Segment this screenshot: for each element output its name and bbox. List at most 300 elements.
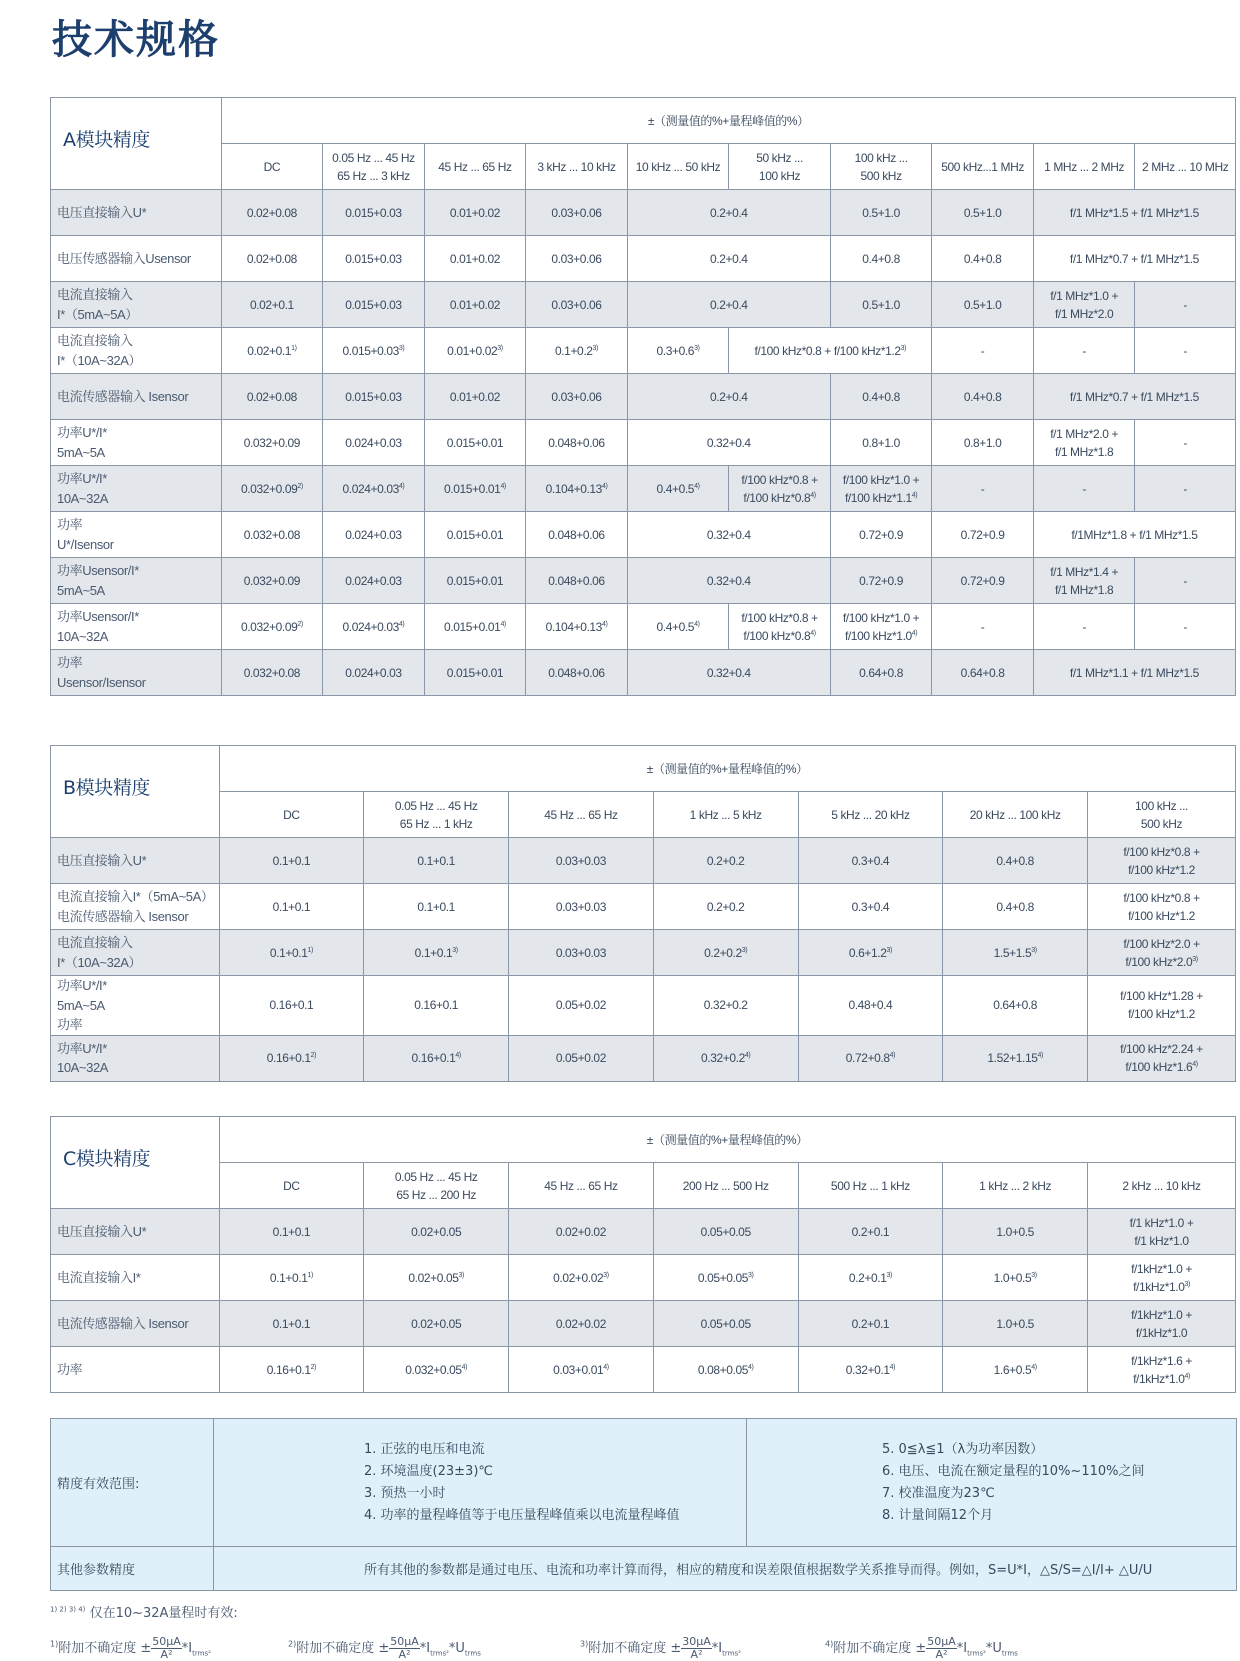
accuracy-cell: 1.0+0.5: [943, 1209, 1088, 1255]
accuracy-cell: 0.72+0.9: [932, 512, 1034, 558]
freq-column-header: 45 Hz ... 65 Hz: [509, 1163, 654, 1209]
accuracy-cell: 0.1+0.1: [219, 838, 364, 884]
row-label: 功率: [51, 1347, 220, 1393]
accuracy-cell: $0.032+0.05^{4)}$: [364, 1347, 509, 1393]
table-row: [51, 930, 1236, 976]
module-a-accuracy-table: [50, 97, 1236, 696]
accuracy-cell: 0.4+0.8: [932, 236, 1034, 282]
accuracy-cell: $0.02+0.02^{3)}$: [509, 1255, 654, 1301]
notes-table: [50, 1418, 1237, 1591]
accuracy-cell: 0.03+0.06: [526, 282, 628, 328]
footnote-ref: 2): [310, 1052, 317, 1059]
freq-column-header: 100 kHz ... 500 kHz: [1088, 792, 1236, 838]
note-item: 6. 电压、电流在额定量程的10%~110%之间: [882, 1463, 1145, 1479]
footnote-ref: 3): [1192, 955, 1198, 963]
accuracy-cell: 0.2+0.2: [653, 884, 798, 930]
accuracy-cell: 0.4+0.8: [830, 374, 932, 420]
accuracy-cell: $0.032+0.09^{2)}$: [221, 604, 323, 650]
accuracy-cell: 0.72+0.9: [830, 558, 932, 604]
table-row: [51, 1255, 1236, 1301]
accuracy-cell: f/100 kHz*1.0 + f/100 kHz*1.0$^{4)}$: [830, 604, 932, 650]
freq-column-header: 2 kHz ... 10 kHz: [1088, 1163, 1236, 1209]
accuracy-cell: 0.015+0.03: [323, 236, 425, 282]
accuracy-cell: 0.32+0.2: [653, 976, 798, 1036]
accuracy-cell: 0.02+0.08: [221, 374, 323, 420]
range-header: ±（测量值的%+量程峰值的%）: [219, 746, 1235, 792]
footnote-ref: 4): [601, 620, 608, 628]
accuracy-cell: $0.015+0.01^{4)}$: [424, 466, 526, 512]
footnote-ref: 4): [889, 1363, 896, 1371]
table-row: [51, 512, 1236, 558]
accuracy-cell: -: [1135, 558, 1236, 604]
footnote-ref: 4): [398, 620, 405, 628]
accuracy-cell: 0.048+0.06: [526, 512, 628, 558]
footnote-ref: 3): [1031, 1271, 1037, 1279]
note-item: 1. 正弦的电压和电流: [364, 1441, 485, 1457]
accuracy-cell: 0.015+0.01: [424, 512, 526, 558]
footnote-ref: 4): [694, 482, 700, 490]
table-row: [51, 282, 1236, 328]
footnote-item: $^{1)}$附加不确定度 ± $\frac{50\mu A}{\text{A²}}$ $*I_{trms^2}$: [50, 1635, 211, 1661]
module-a-title: A模块精度: [51, 98, 222, 190]
accuracy-cell: 0.48+0.4: [798, 976, 943, 1036]
row-label: 功率 U*/Isensor: [51, 512, 222, 558]
accuracy-cell: 0.032+0.08: [221, 512, 323, 558]
accuracy-cell: $0.72+0.8^{4)}$: [798, 1035, 943, 1081]
footnote-ref: 3): [900, 344, 907, 352]
footnote-ref: 2): [297, 620, 303, 628]
accuracy-cell: 0.05+0.02: [509, 1035, 654, 1081]
accuracy-cell: $0.2+0.2^{3)}$: [653, 930, 798, 976]
accuracy-cell: 0.01+0.02: [424, 282, 526, 328]
footnote-ref: 4): [1184, 1372, 1190, 1380]
footnote-ref: 4): [911, 491, 918, 499]
accuracy-cell: 0.03+0.03: [509, 930, 654, 976]
accuracy-cell: 0.1+0.1: [364, 838, 509, 884]
accuracy-cell: 0.72+0.9: [932, 558, 1034, 604]
accuracy-cell: -: [1135, 604, 1236, 650]
note-item: 5. 0≦λ≦1（λ为功率因数）: [882, 1441, 1044, 1457]
freq-column-header: 3 kHz ... 10 kHz: [526, 144, 628, 190]
freq-column-header: 1 kHz ... 5 kHz: [653, 792, 798, 838]
accuracy-cell: 0.024+0.03: [323, 650, 425, 696]
accuracy-cell: 0.032+0.09: [221, 420, 323, 466]
row-label: 功率 Usensor/Isensor: [51, 650, 222, 696]
footnote-item: $^{4)}$附加不确定度 ± $\frac{50\mu A}{\text{A²}}$ $*I_{trms^2}*U_{trms}$: [825, 1635, 1018, 1661]
valid-range-list-left: [364, 1439, 745, 1527]
accuracy-cell: 0.032+0.09: [221, 558, 323, 604]
accuracy-cell: 0.3+0.4: [798, 884, 943, 930]
footnote-ref: 3): [741, 946, 748, 954]
row-label: 电压直接输入U*: [51, 838, 220, 884]
accuracy-cell: -: [1033, 466, 1135, 512]
accuracy-cell: $0.4+0.5^{4)}$: [627, 466, 729, 512]
accuracy-cell: 0.032+0.08: [221, 650, 323, 696]
freq-column-header: 100 kHz ... 500 kHz: [830, 144, 932, 190]
module-b-body: [51, 746, 1236, 1082]
footnote-ref: 4): [455, 1052, 461, 1059]
note-item: 3. 预热一小时: [364, 1485, 446, 1501]
footnote-ref: 4): [889, 1052, 896, 1059]
accuracy-cell: 0.015+0.01: [424, 420, 526, 466]
accuracy-cell: $0.015+0.03^{3)}$: [323, 328, 425, 374]
footnote-ref: 4): [911, 629, 918, 637]
row-label: 电流直接输入 I*（10A~32A）: [51, 328, 222, 374]
accuracy-cell: f/1 MHz*1.0 + f/1 MHz*2.0: [1033, 282, 1135, 328]
accuracy-cell: 0.2+0.1: [798, 1209, 943, 1255]
row-label: 功率Usensor/I* 5mA~5A: [51, 558, 222, 604]
footnote-ref: 3): [603, 1271, 609, 1279]
accuracy-cell: $0.02+0.1^{1)}$: [221, 328, 323, 374]
footnote-ref: 4): [748, 1363, 754, 1371]
footnote-ref: 4): [1037, 1052, 1043, 1059]
accuracy-cell: 0.048+0.06: [526, 420, 628, 466]
accuracy-cell: f/1 MHz*0.7 + f/1 MHz*1.5: [1033, 236, 1235, 282]
accuracy-cell: 0.02+0.08: [221, 190, 323, 236]
footnote-ref: 4): [398, 482, 405, 490]
accuracy-cell: $0.032+0.09^{2)}$: [221, 466, 323, 512]
table-row: [51, 466, 1236, 512]
note-item: 2. 环境温度(23±3)℃: [364, 1463, 493, 1479]
accuracy-cell: $0.104+0.13^{4)}$: [526, 604, 628, 650]
accuracy-cell: 0.03+0.06: [526, 374, 628, 420]
freq-column-header: 2 MHz ... 10 MHz: [1135, 144, 1236, 190]
accuracy-cell: 0.5+1.0: [932, 282, 1034, 328]
accuracy-cell: $0.1+0.1^{3)}$: [364, 930, 509, 976]
freq-column-header: 0.05 Hz ... 45 Hz 65 Hz ... 1 kHz: [364, 792, 509, 838]
module-c-accuracy-table: [50, 1116, 1236, 1393]
page-title: 技术规格: [52, 17, 220, 63]
accuracy-cell: 0.03+0.06: [526, 190, 628, 236]
accuracy-cell: 0.1+0.1: [364, 884, 509, 930]
row-label: 电压直接输入U*: [51, 1209, 220, 1255]
footnote-ref: 2): [310, 1363, 317, 1371]
accuracy-cell: -: [932, 604, 1034, 650]
accuracy-cell: 0.02+0.05: [364, 1209, 509, 1255]
table-row: [51, 236, 1236, 282]
range-header: ±（测量值的%+量程峰值的%）: [221, 98, 1235, 144]
accuracy-cell: $0.08+0.05^{4)}$: [653, 1347, 798, 1393]
row-label: 电流直接输入 I*（5mA~5A）: [51, 282, 222, 328]
note-item: 8. 计量间隔12个月: [882, 1507, 994, 1523]
note-item: 7. 校准温度为23℃: [882, 1485, 995, 1501]
accuracy-cell: f/100 kHz*1.28 + f/100 kHz*1.2: [1088, 976, 1236, 1036]
accuracy-cell: 0.5+1.0: [932, 190, 1034, 236]
accuracy-cell: 0.03+0.06: [526, 236, 628, 282]
row-label: 功率U*/I* 5mA~5A: [51, 420, 222, 466]
accuracy-cell: f/1kHz*1.6 + $f/1kHz*1.0^{4)}$: [1088, 1347, 1236, 1393]
footnote-ref: 3): [748, 1271, 754, 1279]
row-label: 电压传感器输入Usensor: [51, 236, 222, 282]
other-params-label: 其他参数精度: [51, 1547, 214, 1591]
accuracy-cell: f/1 MHz*1.1 + f/1 MHz*1.5: [1033, 650, 1235, 696]
table-row: [51, 420, 1236, 466]
range-header: ±（测量值的%+量程峰值的%）: [219, 1117, 1235, 1163]
accuracy-cell: 0.16+0.1: [364, 976, 509, 1036]
accuracy-cell: f/1kHz*1.0 + f/1kHz*1.0: [1088, 1301, 1236, 1347]
table-row: [51, 604, 1236, 650]
module-c-body: [51, 1117, 1236, 1393]
accuracy-cell: 0.02+0.02: [509, 1209, 654, 1255]
row-label: 电流直接输入I*: [51, 1255, 220, 1301]
accuracy-cell: 0.1+0.1: [219, 1209, 364, 1255]
accuracy-cell: f/100 kHz*0.8 + f/100 kHz*0.8$^{4)}$: [729, 466, 831, 512]
accuracy-cell: $0.16+0.1^{2)}$: [219, 1035, 364, 1081]
accuracy-cell: $0.01+0.02^{3)}$: [424, 328, 526, 374]
footnote-ref: 2): [297, 482, 303, 490]
accuracy-cell: $1.0+0.5^{3)}$: [943, 1255, 1088, 1301]
freq-column-header: DC: [219, 792, 364, 838]
table-row: [51, 976, 1236, 1036]
accuracy-cell: $0.32+0.1^{4)}$: [798, 1347, 943, 1393]
accuracy-cell: 0.015+0.03: [323, 190, 425, 236]
freq-column-header: DC: [221, 144, 323, 190]
accuracy-cell: $0.4+0.5^{4)}$: [627, 604, 729, 650]
accuracy-cell: $1.52+1.15^{4)}$: [943, 1035, 1088, 1081]
row-label: 功率U*/I* 10A~32A: [51, 466, 222, 512]
module-b-accuracy-table: [50, 745, 1236, 1082]
accuracy-cell: 0.2+0.4: [627, 190, 830, 236]
footnote-ref: 4): [1031, 1363, 1037, 1371]
accuracy-cell: $0.1+0.1^{1)}$: [219, 1255, 364, 1301]
accuracy-cell: -: [1135, 282, 1236, 328]
accuracy-cell: 0.8+1.0: [932, 420, 1034, 466]
accuracy-cell: $0.03+0.01^{4)}$: [509, 1347, 654, 1393]
accuracy-cell: 0.3+0.4: [798, 838, 943, 884]
accuracy-cell: -: [1135, 328, 1236, 374]
accuracy-cell: -: [1135, 466, 1236, 512]
module-a-body: [51, 98, 1236, 696]
freq-column-header: 10 kHz ... 50 kHz: [627, 144, 729, 190]
footnote-ref: 1): [307, 946, 313, 954]
accuracy-cell: -: [932, 328, 1034, 374]
accuracy-cell: 0.03+0.03: [509, 884, 654, 930]
accuracy-cell: 0.01+0.02: [424, 374, 526, 420]
accuracy-cell: 0.32+0.4: [627, 650, 830, 696]
accuracy-cell: 0.048+0.06: [526, 558, 628, 604]
accuracy-cell: 0.64+0.8: [943, 976, 1088, 1036]
accuracy-cell: $0.104+0.13^{4)}$: [526, 466, 628, 512]
module-b-title: B模块精度: [51, 746, 220, 838]
accuracy-cell: $1.6+0.5^{4)}$: [943, 1347, 1088, 1393]
accuracy-cell: $0.1+0.2^{3)}$: [526, 328, 628, 374]
accuracy-cell: -: [1033, 604, 1135, 650]
accuracy-cell: 0.4+0.8: [830, 236, 932, 282]
footnote-ref: 4): [1192, 1061, 1198, 1068]
accuracy-cell: $0.2+0.1^{3)}$: [798, 1255, 943, 1301]
accuracy-cell: 0.72+0.9: [830, 512, 932, 558]
accuracy-cell: f/1 MHz*1.4 + f/1 MHz*1.8: [1033, 558, 1135, 604]
row-label: 功率U*/I* 5mA~5A 功率: [51, 976, 220, 1036]
accuracy-cell: -: [1135, 420, 1236, 466]
accuracy-cell: 0.015+0.03: [323, 374, 425, 420]
accuracy-cell: 0.024+0.03: [323, 420, 425, 466]
accuracy-cell: 0.16+0.1: [219, 976, 364, 1036]
freq-column-header: 500 kHz...1 MHz: [932, 144, 1034, 190]
accuracy-cell: f/100 kHz*2.0 + f/100 kHz*2.0$^{3)}$: [1088, 930, 1236, 976]
footnote-condition-text: 仅在10~32A量程时有效:: [89, 1606, 238, 1621]
row-label: 电流直接输入 I*（10A~32A）: [51, 930, 220, 976]
footnote-ref: 1): [291, 344, 297, 352]
accuracy-cell: f/1MHz*1.8 + f/1 MHz*1.5: [1033, 512, 1235, 558]
table-row: [51, 1347, 1236, 1393]
accuracy-cell: f/100 kHz*1.0 + f/100 kHz*1.1$^{4)}$: [830, 466, 932, 512]
accuracy-cell: 0.2+0.2: [653, 838, 798, 884]
freq-column-header: 0.05 Hz ... 45 Hz 65 Hz ... 3 kHz: [323, 144, 425, 190]
footnote-ref: 3): [886, 946, 892, 954]
accuracy-cell: 0.03+0.03: [509, 838, 654, 884]
accuracy-cell: f/1 kHz*1.0 + f/1 kHz*1.0: [1088, 1209, 1236, 1255]
accuracy-cell: 0.2+0.1: [798, 1301, 943, 1347]
freq-column-header: 20 kHz ... 100 kHz: [943, 792, 1088, 838]
accuracy-cell: 0.015+0.01: [424, 558, 526, 604]
accuracy-cell: f/100 kHz*0.8 + f/100 kHz*1.2: [1088, 838, 1236, 884]
valid-range-list-right: [882, 1439, 1235, 1527]
footnote-ref: 3): [694, 344, 700, 352]
accuracy-cell: 0.5+1.0: [830, 190, 932, 236]
footnote-ref: 4): [744, 1052, 751, 1059]
accuracy-cell: 0.4+0.8: [943, 884, 1088, 930]
footnote-ref: 4): [500, 620, 506, 628]
accuracy-cell: $0.02+0.05^{3)}$: [364, 1255, 509, 1301]
accuracy-cell: f/1kHz*1.0 + $f/1kHz*1.0^{3)}$: [1088, 1255, 1236, 1301]
accuracy-cell: $0.16+0.1^{2)}$: [219, 1347, 364, 1393]
footnote-ref: 1): [307, 1271, 313, 1279]
table-row: [51, 1035, 1236, 1081]
valid-range-label: 精度有效范围:: [51, 1419, 214, 1547]
accuracy-cell: f/1 MHz*1.5 + f/1 MHz*1.5: [1033, 190, 1235, 236]
accuracy-cell: $0.015+0.01^{4)}$: [424, 604, 526, 650]
footnote-marks: 1) 2) 3) 4): [50, 1605, 86, 1614]
accuracy-cell: $1.5+1.5^{3)}$: [943, 930, 1088, 976]
freq-column-header: 500 Hz ... 1 kHz: [798, 1163, 943, 1209]
row-label: 功率Usensor/I* 10A~32A: [51, 604, 222, 650]
accuracy-cell: -: [1033, 328, 1135, 374]
footnote-ref: 3): [886, 1271, 892, 1279]
accuracy-cell: 0.2+0.4: [627, 374, 830, 420]
footnote-ref: 3): [452, 946, 458, 954]
table-row: [51, 884, 1236, 930]
footnote-ref: 3): [1184, 1280, 1190, 1288]
accuracy-cell: 0.02+0.1: [221, 282, 323, 328]
accuracy-cell: f/100 kHz*0.8 + f/100 kHz*1.2: [1088, 884, 1236, 930]
table-row: [51, 558, 1236, 604]
accuracy-cell: 0.01+0.02: [424, 236, 526, 282]
table-row: [51, 1209, 1236, 1255]
accuracy-cell: 0.1+0.1: [219, 884, 364, 930]
accuracy-cell: $0.3+0.6^{3)}$: [627, 328, 729, 374]
footnote-ref: 4): [461, 1363, 468, 1371]
accuracy-cell: 0.02+0.08: [221, 236, 323, 282]
accuracy-cell: 1.0+0.5: [943, 1301, 1088, 1347]
note-item: 4. 功率的量程峰值等于电压量程峰值乘以电流量程峰值: [364, 1507, 680, 1523]
accuracy-cell: 0.2+0.4: [627, 236, 830, 282]
module-c-title: C模块精度: [51, 1117, 220, 1209]
table-row: [51, 838, 1236, 884]
other-params-text: 所有其他的参数都是通过电压、电流和功率计算而得，相应的精度和误差限值根据数学关系推导而得。例如，S=U*I，△S/S=△I/I+ △U/U: [214, 1547, 1237, 1591]
accuracy-cell: f/100 kHz*0.8 + f/100 kHz*0.8$^{4)}$: [729, 604, 831, 650]
row-label: 功率U*/I* 10A~32A: [51, 1035, 220, 1081]
accuracy-cell: 0.05+0.05: [653, 1301, 798, 1347]
freq-column-header: 5 kHz ... 20 kHz: [798, 792, 943, 838]
table-row: [51, 650, 1236, 696]
row-label: 电流传感器输入 Isensor: [51, 374, 222, 420]
footnote-ref: 3): [1031, 946, 1037, 954]
footnote-ref: 4): [603, 1363, 609, 1371]
accuracy-cell: f/100 kHz*2.24 + f/100 kHz*1.6$^{4)}$: [1088, 1035, 1236, 1081]
accuracy-cell: 0.05+0.05: [653, 1209, 798, 1255]
accuracy-cell: 0.32+0.4: [627, 512, 830, 558]
accuracy-cell: 0.8+1.0: [830, 420, 932, 466]
row-label: 电压直接输入U*: [51, 190, 222, 236]
accuracy-cell: 0.32+0.4: [627, 558, 830, 604]
accuracy-cell: $0.05+0.05^{3)}$: [653, 1255, 798, 1301]
accuracy-cell: f/1 MHz*0.7 + f/1 MHz*1.5: [1033, 374, 1235, 420]
accuracy-cell: $0.32+0.2^{4)}$: [653, 1035, 798, 1081]
accuracy-cell: 0.4+0.8: [932, 374, 1034, 420]
freq-column-header: 45 Hz ... 65 Hz: [509, 792, 654, 838]
table-row: [51, 1301, 1236, 1347]
footnote-ref: 3): [458, 1271, 464, 1279]
footnote-item: $^{3)}$附加不确定度 ± $\frac{30\mu A}{\text{A²}}$ $*I_{trms^2}$: [580, 1635, 741, 1661]
accuracy-cell: 0.015+0.01: [424, 650, 526, 696]
accuracy-cell: 0.02+0.02: [509, 1301, 654, 1347]
accuracy-cell: 0.024+0.03: [323, 558, 425, 604]
footnote-ref: 4): [810, 491, 816, 499]
footnote-condition: [50, 1602, 238, 1621]
footnote-ref: 3): [398, 344, 405, 352]
accuracy-cell: $0.024+0.03^{4)}$: [323, 466, 425, 512]
footnote-ref: 3): [592, 344, 598, 352]
freq-column-header: 1 kHz ... 2 kHz: [943, 1163, 1088, 1209]
accuracy-cell: 0.048+0.06: [526, 650, 628, 696]
accuracy-cell: $0.16+0.1^{4)}$: [364, 1035, 509, 1081]
accuracy-cell: $0.024+0.03^{4)}$: [323, 604, 425, 650]
accuracy-cell: 0.1+0.1: [219, 1301, 364, 1347]
footnote-ref: 4): [694, 620, 700, 628]
freq-column-header: 45 Hz ... 65 Hz: [424, 144, 526, 190]
footnote-ref: 4): [601, 482, 608, 490]
freq-column-header: 50 kHz ... 100 kHz: [729, 144, 831, 190]
accuracy-cell: 0.02+0.05: [364, 1301, 509, 1347]
row-label: 电流直接输入I*（5mA~5A） 电流传感器输入 Isensor: [51, 884, 220, 930]
accuracy-cell: f/100 kHz*0.8 + f/100 kHz*1.2$^{3)}$: [729, 328, 932, 374]
accuracy-cell: $0.6+1.2^{3)}$: [798, 930, 943, 976]
footnote-ref: 4): [810, 629, 816, 637]
freq-column-header: 200 Hz ... 500 Hz: [653, 1163, 798, 1209]
footnote-item: $^{2)}$附加不确定度 ± $\frac{50\mu A}{\text{A²}}$ $*I_{trms^2}*U_{trms}$: [288, 1635, 481, 1661]
accuracy-cell: -: [932, 466, 1034, 512]
accuracy-cell: 0.2+0.4: [627, 282, 830, 328]
table-row: [51, 190, 1236, 236]
accuracy-cell: 0.01+0.02: [424, 190, 526, 236]
table-row: [51, 374, 1236, 420]
accuracy-cell: 0.64+0.8: [830, 650, 932, 696]
accuracy-cell: $0.1+0.1^{1)}$: [219, 930, 364, 976]
accuracy-cell: 0.024+0.03: [323, 512, 425, 558]
accuracy-cell: f/1 MHz*2.0 + f/1 MHz*1.8: [1033, 420, 1135, 466]
freq-column-header: DC: [219, 1163, 364, 1209]
footnote-ref: 3): [497, 344, 503, 352]
accuracy-cell: 0.05+0.02: [509, 976, 654, 1036]
freq-column-header: 0.05 Hz ... 45 Hz 65 Hz ... 200 Hz: [364, 1163, 509, 1209]
accuracy-cell: 0.64+0.8: [932, 650, 1034, 696]
freq-column-header: 1 MHz ... 2 MHz: [1033, 144, 1135, 190]
accuracy-cell: 0.5+1.0: [830, 282, 932, 328]
accuracy-cell: 0.4+0.8: [943, 838, 1088, 884]
row-label: 电流传感器输入 Isensor: [51, 1301, 220, 1347]
accuracy-cell: 0.32+0.4: [627, 420, 830, 466]
